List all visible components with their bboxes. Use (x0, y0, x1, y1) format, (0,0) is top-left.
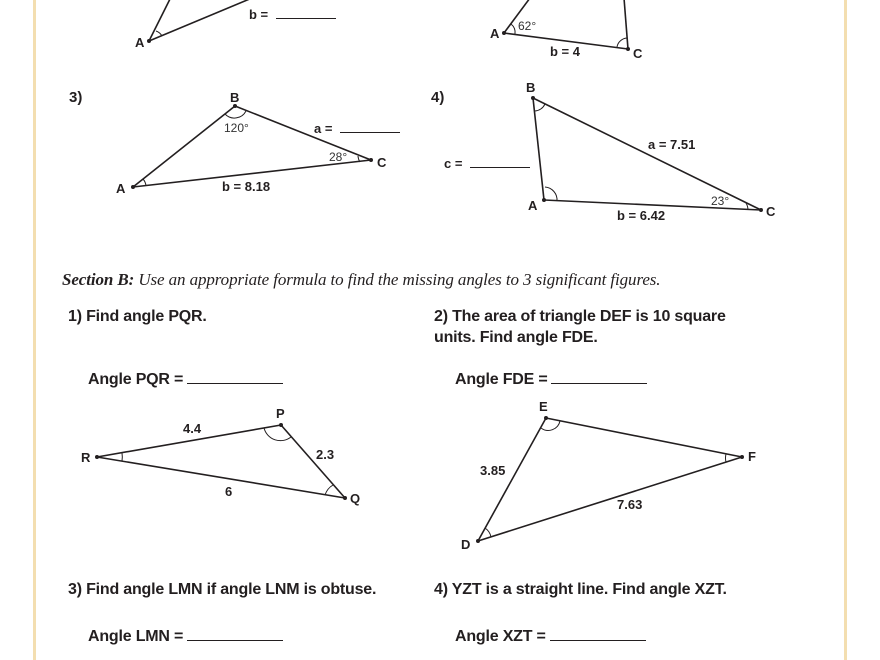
side-rq-label: 6 (225, 484, 233, 499)
answer-blank-fde[interactable] (551, 369, 647, 384)
side-b-label: b = 4 (550, 44, 580, 59)
question-number-4: 4) (431, 89, 445, 106)
vertex-label-p: P (276, 406, 285, 421)
side-b-label: b = 6.42 (617, 208, 666, 223)
section-b-title: Section B: (62, 270, 135, 289)
vertex-label-f: F (748, 449, 756, 464)
angle-b-label: 120° (224, 121, 249, 135)
unknown-side-a-label: a = (314, 121, 333, 136)
unknown-side-c-label: c = (444, 156, 463, 171)
answer-row-xzt (455, 626, 646, 646)
vertex-label-a: A (116, 181, 126, 196)
unknown-side-b-label: b = (249, 7, 269, 22)
vertex-label-a: A (135, 35, 145, 50)
answer-blank-b[interactable] (276, 7, 336, 19)
answer-blank-pqr[interactable] (187, 369, 283, 384)
answer-blank-a[interactable] (340, 121, 400, 133)
vertex-label-c: C (766, 204, 776, 219)
vertex-label-a: A (490, 26, 500, 41)
section-b-heading (62, 270, 660, 290)
angle-a-label: 62° (518, 19, 537, 33)
vertex-label-a: A (528, 198, 538, 213)
question-4-prompt: 4) YZT is a straight line. Find angle XZT. (434, 581, 727, 598)
answer-label-pqr: Angle PQR = (88, 371, 184, 388)
vertex-label-b: B (526, 80, 536, 95)
section-b-instructions: Use an appropriate formula to find the missing angles to 3 significant figures. (134, 270, 661, 289)
unknown-side-label (314, 121, 400, 136)
side-a-label: a = 7.51 (648, 137, 696, 152)
question-number-3: 3) (69, 89, 83, 106)
vertex-label-b: B (230, 90, 240, 105)
triangle-problem-3 (133, 106, 371, 187)
vertex-label-q: Q (350, 491, 361, 506)
answer-blank-lmn[interactable] (187, 626, 283, 641)
side-df-label: 7.63 (617, 497, 643, 512)
answer-row-pqr (88, 369, 283, 389)
side-b-label: b = 8.18 (222, 179, 271, 194)
question-2-prompt-line2: units. Find angle FDE. (434, 329, 598, 346)
answer-label-fde: Angle FDE = (455, 371, 548, 388)
vertex-label-e: E (539, 399, 548, 414)
triangle-problem-1 (149, 0, 252, 41)
side-rp-label: 4.4 (183, 421, 202, 436)
vertex-label-d: D (461, 537, 471, 552)
answer-blank-xzt[interactable] (550, 626, 646, 641)
vertex-label-c: C (633, 46, 643, 61)
answer-label-lmn: Angle LMN = (88, 628, 184, 645)
question-3-prompt: 3) Find angle LMN if angle LNM is obtuse. (68, 581, 377, 598)
answer-row-lmn (88, 626, 283, 646)
vertex-label-r: R (81, 450, 91, 465)
answer-label-xzt: Angle XZT = (455, 628, 546, 645)
angle-c-label: 23° (711, 194, 730, 208)
triangle-def (478, 418, 742, 541)
unknown-side-label (249, 7, 336, 22)
question-2-prompt-line1: 2) The area of triangle DEF is 10 square (434, 308, 726, 325)
triangle-pqr (97, 425, 345, 498)
unknown-side-label (444, 156, 530, 171)
side-de-label: 3.85 (480, 463, 506, 478)
answer-row-fde (455, 369, 647, 389)
question-1-prompt: 1) Find angle PQR. (68, 308, 207, 325)
vertex-label-c: C (377, 155, 387, 170)
side-pq-label: 2.3 (316, 447, 335, 462)
angle-c-label: 28° (329, 150, 348, 164)
answer-blank-c[interactable] (470, 156, 530, 168)
